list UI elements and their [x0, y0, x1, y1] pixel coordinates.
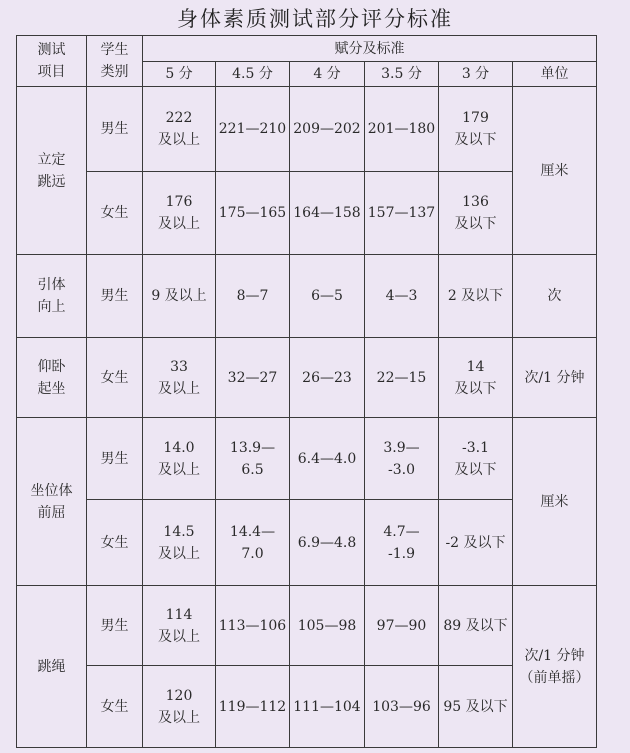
unit-cell: 次	[513, 255, 597, 338]
score-cell: 175—165	[216, 172, 290, 255]
score-cell: 105—98	[290, 586, 365, 666]
score-cell: 95 及以下	[439, 666, 513, 748]
unit-cell: 厘米	[513, 418, 597, 586]
table-row	[17, 87, 597, 172]
score-cell: 22—15	[365, 338, 439, 418]
table-row	[17, 255, 597, 338]
header-score-4-5: 4.5 分	[216, 62, 290, 87]
score-cell: 222 及以上	[143, 87, 216, 172]
sex-cell: 男生	[87, 586, 143, 666]
score-standard-table	[16, 35, 597, 748]
score-cell: 3.9— -3.0	[365, 418, 439, 500]
sex-cell: 男生	[87, 418, 143, 500]
score-cell: 157—137	[365, 172, 439, 255]
page-title: 身体素质测试部分评分标准	[177, 7, 453, 31]
score-cell: 114 及以上	[143, 586, 216, 666]
table-row	[17, 586, 597, 666]
header-score-4: 4 分	[290, 62, 365, 87]
sex-cell: 女生	[87, 172, 143, 255]
header-score-5: 5 分	[143, 62, 216, 87]
score-cell: 136 及以下	[439, 172, 513, 255]
score-cell: 120 及以上	[143, 666, 216, 748]
header-unit-cell: 单位	[513, 62, 597, 87]
score-cell: 179 及以下	[439, 87, 513, 172]
sex-cell: 女生	[87, 666, 143, 748]
header-score-3: 3 分	[439, 62, 513, 87]
score-cell: -2 及以下	[439, 500, 513, 586]
item-cell-pull-up: 引体 向上	[17, 255, 87, 338]
score-cell: 8—7	[216, 255, 290, 338]
score-cell: 2 及以下	[439, 255, 513, 338]
table-header-row	[17, 36, 597, 62]
unit-cell: 厘米	[513, 87, 597, 255]
sex-cell: 男生	[87, 255, 143, 338]
header-sex-cell: 学生 类别	[87, 36, 143, 87]
score-cell: 6.9—4.8	[290, 500, 365, 586]
sex-cell: 男生	[87, 87, 143, 172]
table-row	[17, 338, 597, 418]
score-cell: 221—210	[216, 87, 290, 172]
header-item-cell: 测试 项目	[17, 36, 87, 87]
score-cell: 97—90	[365, 586, 439, 666]
score-cell: 14 及以下	[439, 338, 513, 418]
score-cell: 4—3	[365, 255, 439, 338]
table-row	[17, 172, 597, 255]
table-row	[17, 418, 597, 500]
score-cell: 13.9— 6.5	[216, 418, 290, 500]
header-standard-cell: 赋分及标准	[143, 36, 597, 62]
unit-cell: 次/1 分钟	[513, 338, 597, 418]
item-cell-jump-rope: 跳绳	[17, 586, 87, 748]
score-cell: -3.1 及以下	[439, 418, 513, 500]
sex-cell: 女生	[87, 500, 143, 586]
score-cell: 32—27	[216, 338, 290, 418]
score-cell: 89 及以下	[439, 586, 513, 666]
item-cell-standing-jump: 立定 跳远	[17, 87, 87, 255]
table-row	[17, 500, 597, 586]
score-cell: 9 及以上	[143, 255, 216, 338]
score-cell: 4.7— -1.9	[365, 500, 439, 586]
score-cell: 26—23	[290, 338, 365, 418]
score-cell: 6—5	[290, 255, 365, 338]
table-row	[17, 666, 597, 748]
header-score-3-5: 3.5 分	[365, 62, 439, 87]
score-cell: 33 及以上	[143, 338, 216, 418]
score-cell: 14.0 及以上	[143, 418, 216, 500]
score-cell: 201—180	[365, 87, 439, 172]
item-cell-sit-up: 仰卧 起坐	[17, 338, 87, 418]
item-cell-sit-reach: 坐位体 前屈	[17, 418, 87, 586]
score-cell: 113—106	[216, 586, 290, 666]
score-cell: 164—158	[290, 172, 365, 255]
score-cell: 103—96	[365, 666, 439, 748]
score-cell: 176 及以上	[143, 172, 216, 255]
score-cell: 209—202	[290, 87, 365, 172]
unit-cell: 次/1 分钟 （前单摇）	[513, 586, 597, 748]
score-cell: 14.5 及以上	[143, 500, 216, 586]
score-cell: 6.4—4.0	[290, 418, 365, 500]
sex-cell: 女生	[87, 338, 143, 418]
score-cell: 119—112	[216, 666, 290, 748]
score-cell: 111—104	[290, 666, 365, 748]
score-cell: 14.4— 7.0	[216, 500, 290, 586]
